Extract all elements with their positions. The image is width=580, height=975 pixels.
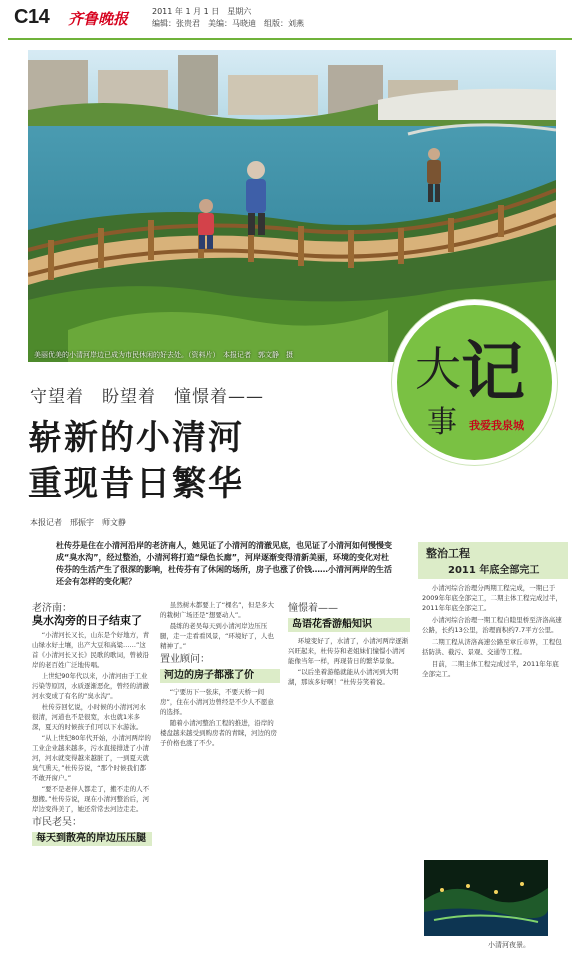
sidebar-paragraph: 小清河综合治理分两期工程完成，一期已于2009年年底全部完工，二期主体工程完成过半，2011年年底全部完工。 xyxy=(422,584,563,612)
body-paragraph: 随着小清河整治工程的推进，沿岸的楼盘越来越受到购房者的青睐，河边的房子价格也涨了不少。 xyxy=(160,719,277,747)
body-paragraph: “要不是老伴人都走了，搬不走的人不想搬。”杜传芬说，现在小清河整治后，河岸边变得美了，她还常常去河边走走。 xyxy=(32,785,150,813)
section-subhead: 岛语花香游船知识 xyxy=(288,618,410,632)
page-number: C14 xyxy=(14,6,50,28)
body-column-3 xyxy=(288,600,410,688)
newspaper-logo: 齐鲁晚报 xyxy=(68,10,129,28)
article-kicker: 守望着 盼望着 憧憬着—— xyxy=(30,387,264,407)
section-label: 憧憬着—— xyxy=(288,603,338,614)
sidebar-body xyxy=(418,579,568,679)
sidebar-paragraph: 二期工程从济洛高速公路至章丘市界，工程包括防洪、截污、景观、交通等工程。 xyxy=(422,638,562,656)
page-header xyxy=(0,0,580,44)
body-column-2 xyxy=(160,600,280,749)
editor-credits: 编辑：张贵君 美编：马晓迪 组版：刘燕 xyxy=(152,19,304,28)
sidebar-box xyxy=(418,542,568,681)
section-subhead: 河边的房子都涨了价 xyxy=(160,669,280,683)
body-paragraph: 虽然树木都要上了“棵名”，但是多大的栽树广场还是“想要动人”。 xyxy=(160,601,274,619)
badge-char-ji: 记 xyxy=(461,335,525,410)
sidebar-subtitle: 2011 年底全部完工 xyxy=(448,565,540,576)
body-paragraph: “小清河长又长，山东是个好地方，青山绿水好土壤，出产大豆和高粱……”这首《小清河长又长》民歌的歌词，曾被沿岸的老百姓广泛地传唱。 xyxy=(32,631,150,669)
section-label: 老济南： xyxy=(32,603,72,614)
column-badge xyxy=(392,300,557,465)
badge-char-da: 大 xyxy=(415,342,461,396)
photo-caption: 美丽优美的小清河岸边已成为市民休闲的好去处。（资料片） 本报记者 郭文静 摄 xyxy=(34,351,293,359)
body-paragraph: 环境变好了，水清了，小清河两岸逐渐兴旺起来，杜传芬和老姐妹们憧憬小清河能像当年一样，再现昔日的繁华景象。 xyxy=(288,637,409,665)
badge-char-shi: 事 xyxy=(427,405,457,440)
headline-line-2: 重现昔日繁华 xyxy=(28,464,244,504)
section-label: 市民老吴： xyxy=(32,817,82,828)
sidebar-paragraph: 目前，二期主体工程完成过半，2011年年底全部完工。 xyxy=(422,660,559,678)
sidebar-paragraph: 小清河综合治理一期工程自睦里桥至济洛高速公路，长约13公里，治理面积约7.7平方公里。 xyxy=(422,616,562,634)
badge-tagline: 我爱我泉城 xyxy=(469,419,524,432)
headline-line-1: 崭新的小清河 xyxy=(28,418,244,458)
issue-date: 2011 年 1 月 1 日 星期六 xyxy=(152,7,252,16)
header-divider xyxy=(8,38,572,40)
body-paragraph: “从上世纪80年代开始，小清河两岸的工业企业越来越多，污水直接排进了小清河，河水就变得越来越脏了，一到夏天就臭气熏天，”杜传芬说，“那个时候我们都不敢开窗户。” xyxy=(32,734,151,782)
night-photo xyxy=(424,860,548,936)
body-paragraph: 上世纪90年代以来，小清河由于工业污染等原因，水质逐渐恶化，曾经的清澈河水变成了有名的“臭水沟”。 xyxy=(32,672,149,700)
sidebar-title: 整治工程 xyxy=(426,547,470,560)
night-river-illustration xyxy=(424,860,548,936)
sidebar-header xyxy=(418,542,568,579)
body-paragraph: 晨练的老吴每天到小清河岸边压压腿，走一走看看风景，“环境好了，人也精神了。” xyxy=(160,622,274,650)
section-subhead: 每天到散亮的岸边压压腿 xyxy=(32,832,152,846)
article-byline: 本报记者 邢振宇 师文静 xyxy=(30,518,126,527)
section-label: 置业顾问： xyxy=(160,654,210,665)
night-photo-caption: 小清河夜景。 xyxy=(488,941,530,949)
body-paragraph: 杜传芬回忆说，小时候的小清河河水很清，河道也不是很宽，水也就1米多深，夏天的时候孩子们可以下水游泳。 xyxy=(32,703,146,731)
article-lead: 杜传芬是住在小清河沿岸的老济南人，她见证了小清河的清澈见底，也见证了小清河如何慢慢变成“臭水沟”，经过整治，小清河将打造“绿色长廊”，河岸逐渐变得清新美丽，环境的变化对杜传芬的生活产生了很深的影响，杜传芬有了休闲的场所，房子也涨了价钱……小清河两岸的生活还会有怎样的变化呢？ xyxy=(56,541,392,586)
body-column-1 xyxy=(32,600,152,850)
section-subhead: 臭水沟旁的日子结束了 xyxy=(32,614,142,627)
body-paragraph: “以后坐着游船就能从小清河到大明湖，那该多好啊！”杜传芬笑着说。 xyxy=(288,668,399,686)
body-paragraph: “宁要历下一张床，不要天桥一间房”，住在小清河边曾经是不少人不愿意的选择。 xyxy=(160,688,274,716)
